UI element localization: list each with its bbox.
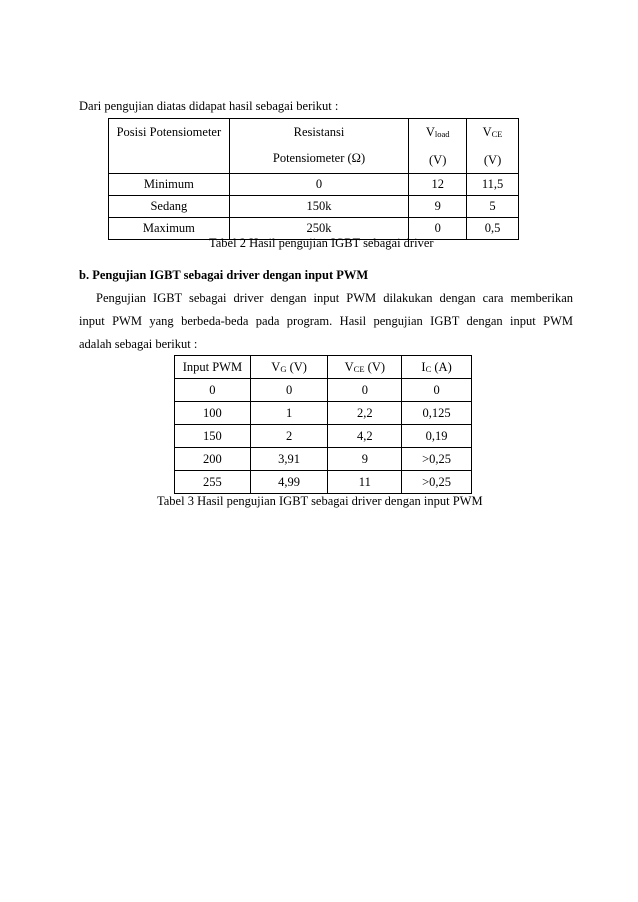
table-cell: 0 xyxy=(402,379,472,402)
table-cell: 0 xyxy=(250,379,328,402)
table-3-caption: Tabel 3 Hasil pengujian IGBT sebagai driver dengan input PWM xyxy=(157,494,483,508)
header-unit: (V) xyxy=(364,359,386,374)
table-row xyxy=(109,196,519,218)
table-2-header-cell xyxy=(109,119,230,174)
table-cell: 200 xyxy=(175,448,251,471)
table-cell: >0,25 xyxy=(402,448,472,471)
table-cell: 4,99 xyxy=(250,471,328,494)
header-symbol: I xyxy=(421,359,426,374)
table-2 xyxy=(108,118,519,240)
header-symbol: V xyxy=(425,125,435,139)
paragraph-line: Pengujian IGBT sebagai driver dengan input PWM dilakukan dengan cara memberikan xyxy=(96,291,573,305)
table-cell: 0 xyxy=(229,174,409,196)
header-subscript: CE xyxy=(491,129,503,139)
table-cell: 3,91 xyxy=(250,448,328,471)
header-subscript: C xyxy=(425,363,432,374)
table-cell: 12 xyxy=(409,174,467,196)
table-cell: 2 xyxy=(250,425,328,448)
header-unit: (A) xyxy=(431,359,452,374)
header-unit: (V) xyxy=(483,153,502,167)
table-cell: 0,5 xyxy=(467,218,519,240)
table-2-caption: Tabel 2 Hasil pengujian IGBT sebagai driver xyxy=(209,236,434,250)
table-cell: 0 xyxy=(175,379,251,402)
table-cell: 0,19 xyxy=(402,425,472,448)
table-cell: 250k xyxy=(229,218,409,240)
table-cell: 100 xyxy=(175,402,251,425)
paragraph-line: adalah sebagai berikut : xyxy=(79,337,198,351)
header-label: Resistansi xyxy=(293,125,345,139)
table-2-header-cell xyxy=(229,119,409,174)
header-symbol: V xyxy=(482,125,492,139)
header-label-line2: Potensiometer (Ω) xyxy=(272,151,366,165)
table-cell: Sedang xyxy=(109,196,230,218)
table-cell: 5 xyxy=(467,196,519,218)
section-heading: b. Pengujian IGBT sebagai driver dengan input PWM xyxy=(79,268,369,282)
header-label: Posisi Potensiometer xyxy=(116,125,222,139)
table-row xyxy=(175,448,472,471)
table-2-header-cell xyxy=(467,119,519,174)
table-3-header-cell xyxy=(402,356,472,379)
table-cell: 11 xyxy=(328,471,402,494)
header-subscript: G xyxy=(280,363,287,374)
table-cell: Maximum xyxy=(109,218,230,240)
header-subscript: CE xyxy=(353,363,365,374)
header-unit: (V) xyxy=(286,359,307,374)
header-subscript: load xyxy=(434,129,450,139)
header-label xyxy=(409,119,466,147)
header-symbol: V xyxy=(344,359,354,374)
table-cell: 9 xyxy=(409,196,467,218)
table-row xyxy=(175,402,472,425)
table-cell: 9 xyxy=(328,448,402,471)
table-cell: 1 xyxy=(250,402,328,425)
table-cell: Minimum xyxy=(109,174,230,196)
table-cell: 255 xyxy=(175,471,251,494)
table-row xyxy=(109,174,519,196)
table-3-header-cell xyxy=(250,356,328,379)
table-cell: 4,2 xyxy=(328,425,402,448)
table-3-header-cell xyxy=(328,356,402,379)
table-cell: 150 xyxy=(175,425,251,448)
table-row xyxy=(175,471,472,494)
intro-text: Dari pengujian diatas didapat hasil sebagai berikut : xyxy=(79,99,339,113)
paragraph-line: input PWM yang berbeda-beda pada program. Hasil pengujian IGBT dengan input PWM xyxy=(79,314,573,328)
table-2-header-cell xyxy=(409,119,467,174)
table-3-header-cell xyxy=(175,356,251,379)
header-label: Input PWM xyxy=(182,359,243,374)
table-row xyxy=(175,379,472,402)
table-2-header-row xyxy=(109,119,519,174)
table-cell: 150k xyxy=(229,196,409,218)
table-cell: 0 xyxy=(409,218,467,240)
table-cell: 2,2 xyxy=(328,402,402,425)
table-cell: >0,25 xyxy=(402,471,472,494)
table-cell: 0,125 xyxy=(402,402,472,425)
table-3-header-row xyxy=(175,356,472,379)
table-cell: 0 xyxy=(328,379,402,402)
header-label xyxy=(467,119,518,147)
table-cell: 11,5 xyxy=(467,174,519,196)
header-symbol: V xyxy=(271,359,281,374)
header-unit: (V) xyxy=(429,153,447,167)
table-row xyxy=(175,425,472,448)
table-3 xyxy=(174,355,472,494)
